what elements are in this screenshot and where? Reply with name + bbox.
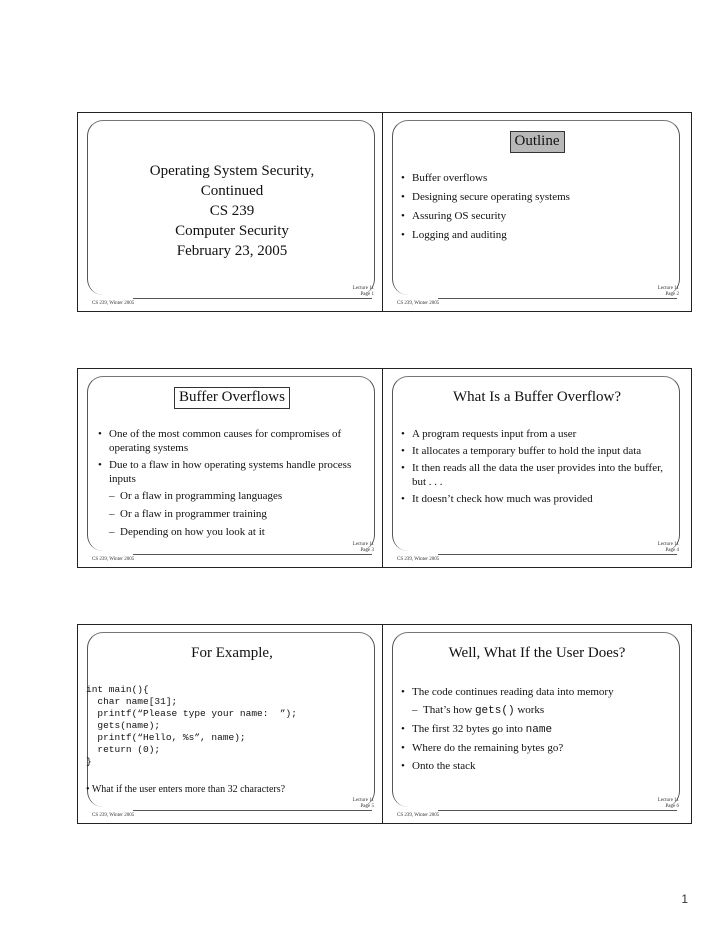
slide-title: Outline [383, 131, 691, 153]
footer-rule [438, 298, 677, 299]
slide-3 [77, 368, 387, 568]
list-item: – Or a flaw in programmer training [109, 508, 267, 520]
question-text: • What if the user enters more than 32 characters? [86, 784, 286, 795]
course-label: CS 239, Winter 2005 [92, 557, 135, 562]
list-item: • Buffer overflows [401, 172, 488, 184]
list-item: • Where do the remaining bytes go? [401, 742, 564, 754]
list-item: • Onto the stack [401, 760, 476, 772]
bullet-list [401, 685, 679, 778]
course-label: CS 239, Winter 2005 [397, 301, 440, 306]
list-item: – That’s how gets() works [412, 704, 545, 717]
list-item: • It doesn’t check how much was provided [401, 493, 593, 505]
course-label: CS 239, Winter 2005 [397, 557, 440, 562]
footer-rule [133, 298, 372, 299]
course-label: CS 239, Winter 2005 [397, 813, 440, 818]
code-block: int main(){ char name[31]; printf(“Please type your name: ”); gets(name); printf(“Hello, %s”, name); return (0); } [86, 684, 297, 767]
list-item: • The first 32 bytes go into name [401, 723, 553, 736]
slide-2 [382, 112, 692, 312]
list-item: • A program requests input from a user [401, 428, 577, 440]
list-item: • The code continues reading data into memory [401, 686, 614, 698]
footer-rule [438, 810, 677, 811]
list-item: • Designing secure operating systems [401, 191, 570, 203]
footer-rule [133, 554, 372, 555]
course-label: CS 239, Winter 2005 [92, 301, 135, 306]
course-label: CS 239, Winter 2005 [92, 813, 135, 818]
slide-title: Operating System Security, Continued CS 239 Computer Security February 23, 2005 [149, 163, 315, 259]
footer-rule [438, 554, 677, 555]
slide-5 [77, 624, 387, 824]
lecture-page: Lecture 11 Page 4 [657, 542, 679, 553]
slide-1 [77, 112, 387, 312]
slide-title: Well, What If the User Does? [448, 645, 626, 661]
list-item: • One of the most common causes for compromises of operating systems [98, 428, 342, 454]
lecture-page: Lecture 11 Page 3 [352, 542, 374, 553]
list-item: – Depending on how you look at it [109, 526, 265, 538]
page-number: 1 [681, 892, 688, 906]
bullet-list [401, 171, 679, 247]
list-item: – Or a flaw in programming languages [109, 490, 283, 502]
slide-6 [382, 624, 692, 824]
list-item: • It then reads all the data the user provides into the buffer, but . . . [401, 462, 664, 488]
lecture-page: Lecture 11 Page 6 [657, 798, 679, 809]
lecture-page: Lecture 11 Page 1 [352, 286, 374, 297]
footer-rule [133, 810, 372, 811]
slide-4 [382, 368, 692, 568]
list-item: • Assuring OS security [401, 210, 507, 222]
list-item: • It allocates a temporary buffer to hold the input data [401, 445, 642, 457]
bullet-list [401, 427, 679, 509]
list-item: • Due to a flaw in how operating systems handle process inputs [98, 459, 352, 485]
slide-title: Buffer Overflows [78, 387, 386, 409]
lecture-page: Lecture 11 Page 5 [352, 798, 374, 809]
slide-title: For Example, [191, 645, 273, 661]
bullet-list [98, 427, 374, 543]
list-item: • Logging and auditing [401, 229, 507, 241]
lecture-page: Lecture 11 Page 2 [657, 286, 679, 297]
slide-title: What Is a Buffer Overflow? [453, 389, 621, 405]
